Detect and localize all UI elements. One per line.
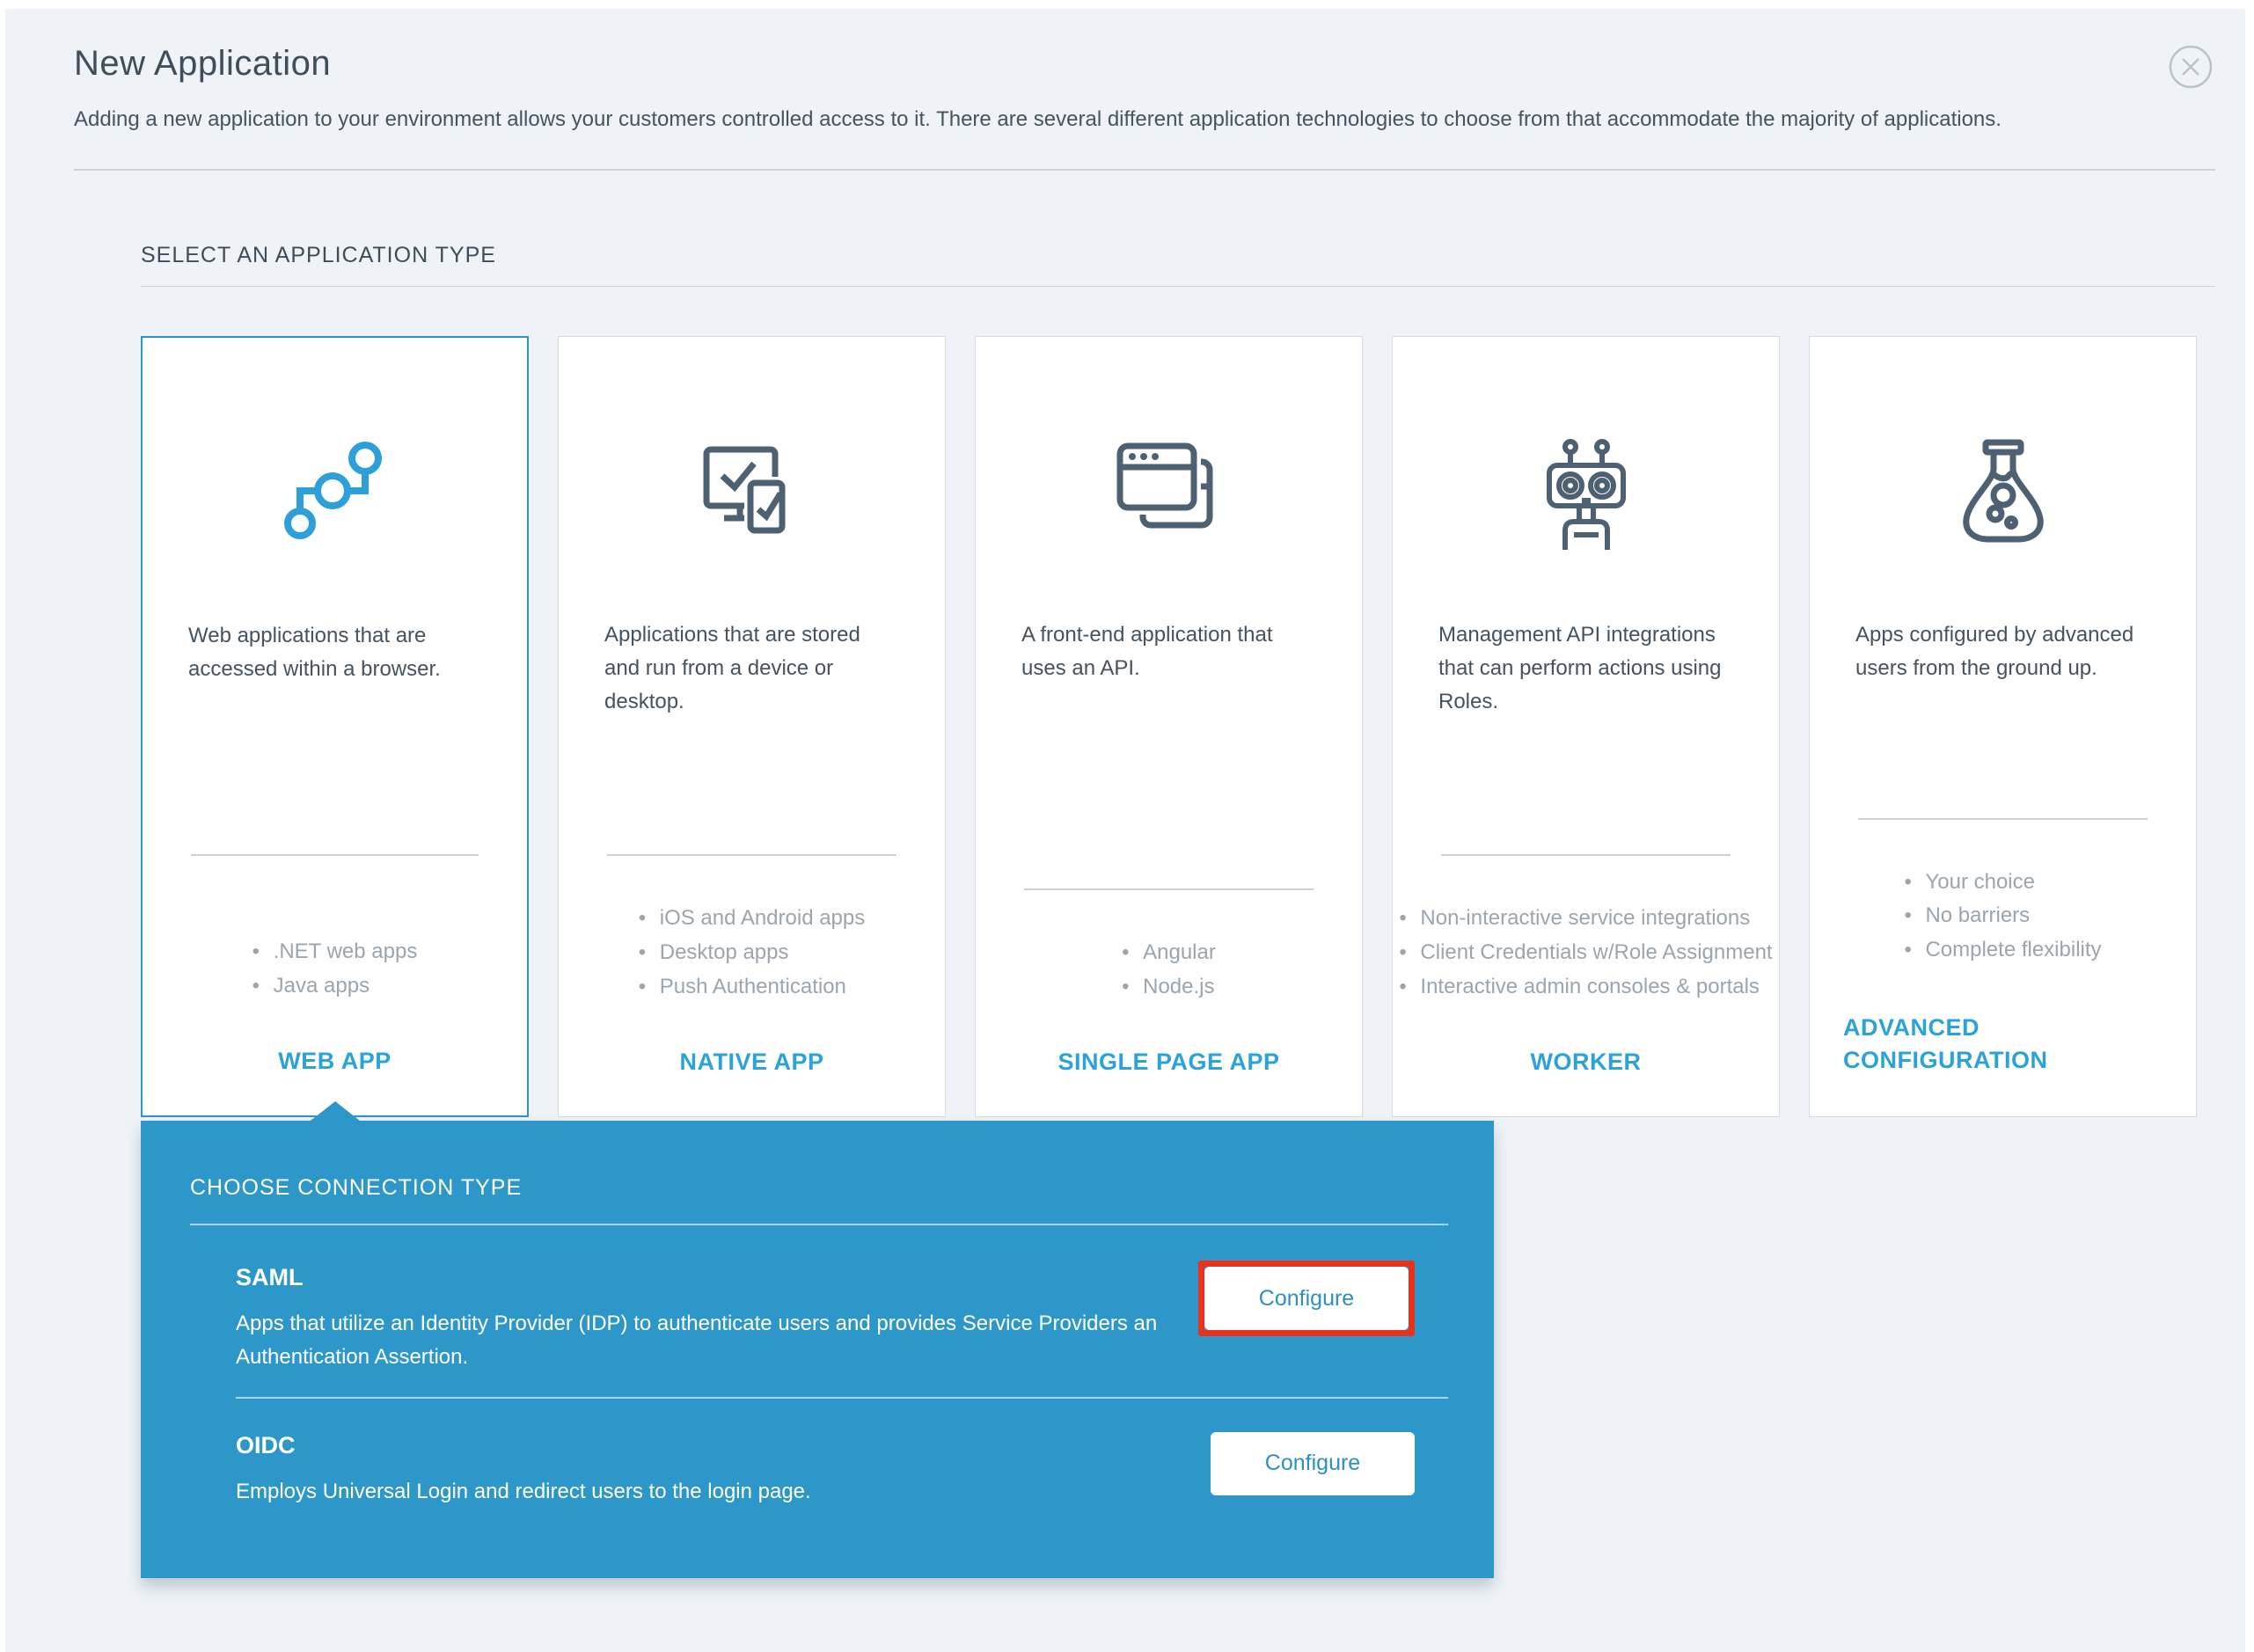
card-bullets xyxy=(1904,866,2101,969)
card-bottom xyxy=(976,888,1362,1116)
card-divider xyxy=(1441,854,1731,856)
card-bullets xyxy=(639,902,866,1005)
bullet-item: • Angular xyxy=(1122,936,1216,970)
card-description: A front-end application that uses an API. xyxy=(1021,623,1273,681)
card-divider xyxy=(191,854,479,856)
card-divider xyxy=(1024,888,1314,890)
card-description: Apps configured by advanced users from the ground up. xyxy=(1855,623,2134,681)
bullet-item: • Java apps xyxy=(252,969,418,1004)
card-description: Management API integrations that can perform actions using Roles. xyxy=(1438,623,1722,713)
bullet-item: • Node.js xyxy=(1122,970,1216,1005)
bullet-item: • Your choice xyxy=(1904,866,2101,900)
robot-icon xyxy=(1525,400,1648,587)
bullet-item: • Desktop apps xyxy=(639,936,866,970)
close-icon xyxy=(2168,44,2214,90)
card-bullets xyxy=(1122,936,1216,1005)
saml-configure-button[interactable]: Configure xyxy=(1204,1267,1409,1330)
bullet-item: • No barriers xyxy=(1904,899,2101,933)
oidc-configure-button[interactable]: Configure xyxy=(1211,1432,1415,1495)
connection-name: SAML xyxy=(236,1264,304,1291)
devices-check-icon xyxy=(691,400,814,587)
flask-icon xyxy=(1942,400,2065,587)
card-bottom xyxy=(1393,854,1779,1116)
card-bottom xyxy=(1810,818,2196,1117)
modal-description: Adding a new application to your environment allows your customers controlled access to it. There are several different application technologies to choose from that accommodate the majority of applications. xyxy=(74,107,2002,131)
card-divider xyxy=(607,854,896,856)
card-divider xyxy=(1858,818,2148,820)
application-type-cards xyxy=(141,336,2245,1117)
card-worker[interactable] xyxy=(1392,336,1780,1117)
connection-option-text xyxy=(236,1264,1190,1374)
card-description: Web applications that are accessed within a browser. xyxy=(188,624,441,682)
close-button[interactable] xyxy=(2168,44,2214,90)
bullet-item: • Interactive admin consoles & portals xyxy=(1399,970,1772,1005)
highlight-annotation xyxy=(1198,1261,1415,1336)
card-label: WEB APP xyxy=(278,1048,392,1075)
card-single-page-app[interactable] xyxy=(975,336,1363,1117)
card-advanced-configuration[interactable] xyxy=(1809,336,2197,1117)
bullet-item: • Client Credentials w/Role Assignment xyxy=(1399,936,1772,970)
card-label: ADVANCED CONFIGURATION xyxy=(1843,1014,2048,1073)
section-underline xyxy=(141,286,2215,287)
connection-description: Apps that utilize an Identity Provider (IDP) to authenticate users and provides Service Providers an Authentication Assertion. xyxy=(236,1312,1158,1370)
page-title: New Application xyxy=(74,44,332,83)
section-heading: SELECT AN APPLICATION TYPE xyxy=(141,243,496,268)
connection-name: OIDC xyxy=(236,1431,296,1458)
panel-heading: CHOOSE CONNECTION TYPE xyxy=(190,1175,523,1201)
connection-option-oidc xyxy=(141,1399,1494,1509)
card-native-app[interactable] xyxy=(558,336,946,1117)
card-bottom xyxy=(143,854,527,1115)
header-divider xyxy=(74,169,2215,171)
card-bullets xyxy=(1399,902,1772,1005)
bullet-item: • .NET web apps xyxy=(252,935,418,969)
connection-option-saml xyxy=(141,1225,1494,1374)
bullet-item: • Push Authentication xyxy=(639,970,866,1005)
panel-pointer xyxy=(311,1101,360,1121)
bullet-item: • iOS and Android apps xyxy=(639,902,866,936)
card-bottom xyxy=(559,854,945,1116)
workflow-nodes-icon xyxy=(274,401,397,588)
browser-windows-icon xyxy=(1108,400,1231,587)
connection-description: Employs Universal Login and redirect users to the login page. xyxy=(236,1479,811,1503)
card-label: SINGLE PAGE APP xyxy=(1057,1049,1280,1076)
card-label: NATIVE APP xyxy=(679,1049,824,1076)
card-web-app[interactable] xyxy=(141,336,529,1117)
bullet-item: • Non-interactive service integrations xyxy=(1399,902,1772,936)
card-bullets xyxy=(252,935,418,1004)
card-description: Applications that are stored and run from a device or desktop. xyxy=(604,623,860,713)
card-label: WORKER xyxy=(1530,1049,1642,1076)
connection-option-text xyxy=(236,1432,811,1509)
bullet-item: • Complete flexibility xyxy=(1904,933,2101,968)
choose-connection-panel xyxy=(141,1121,1494,1578)
